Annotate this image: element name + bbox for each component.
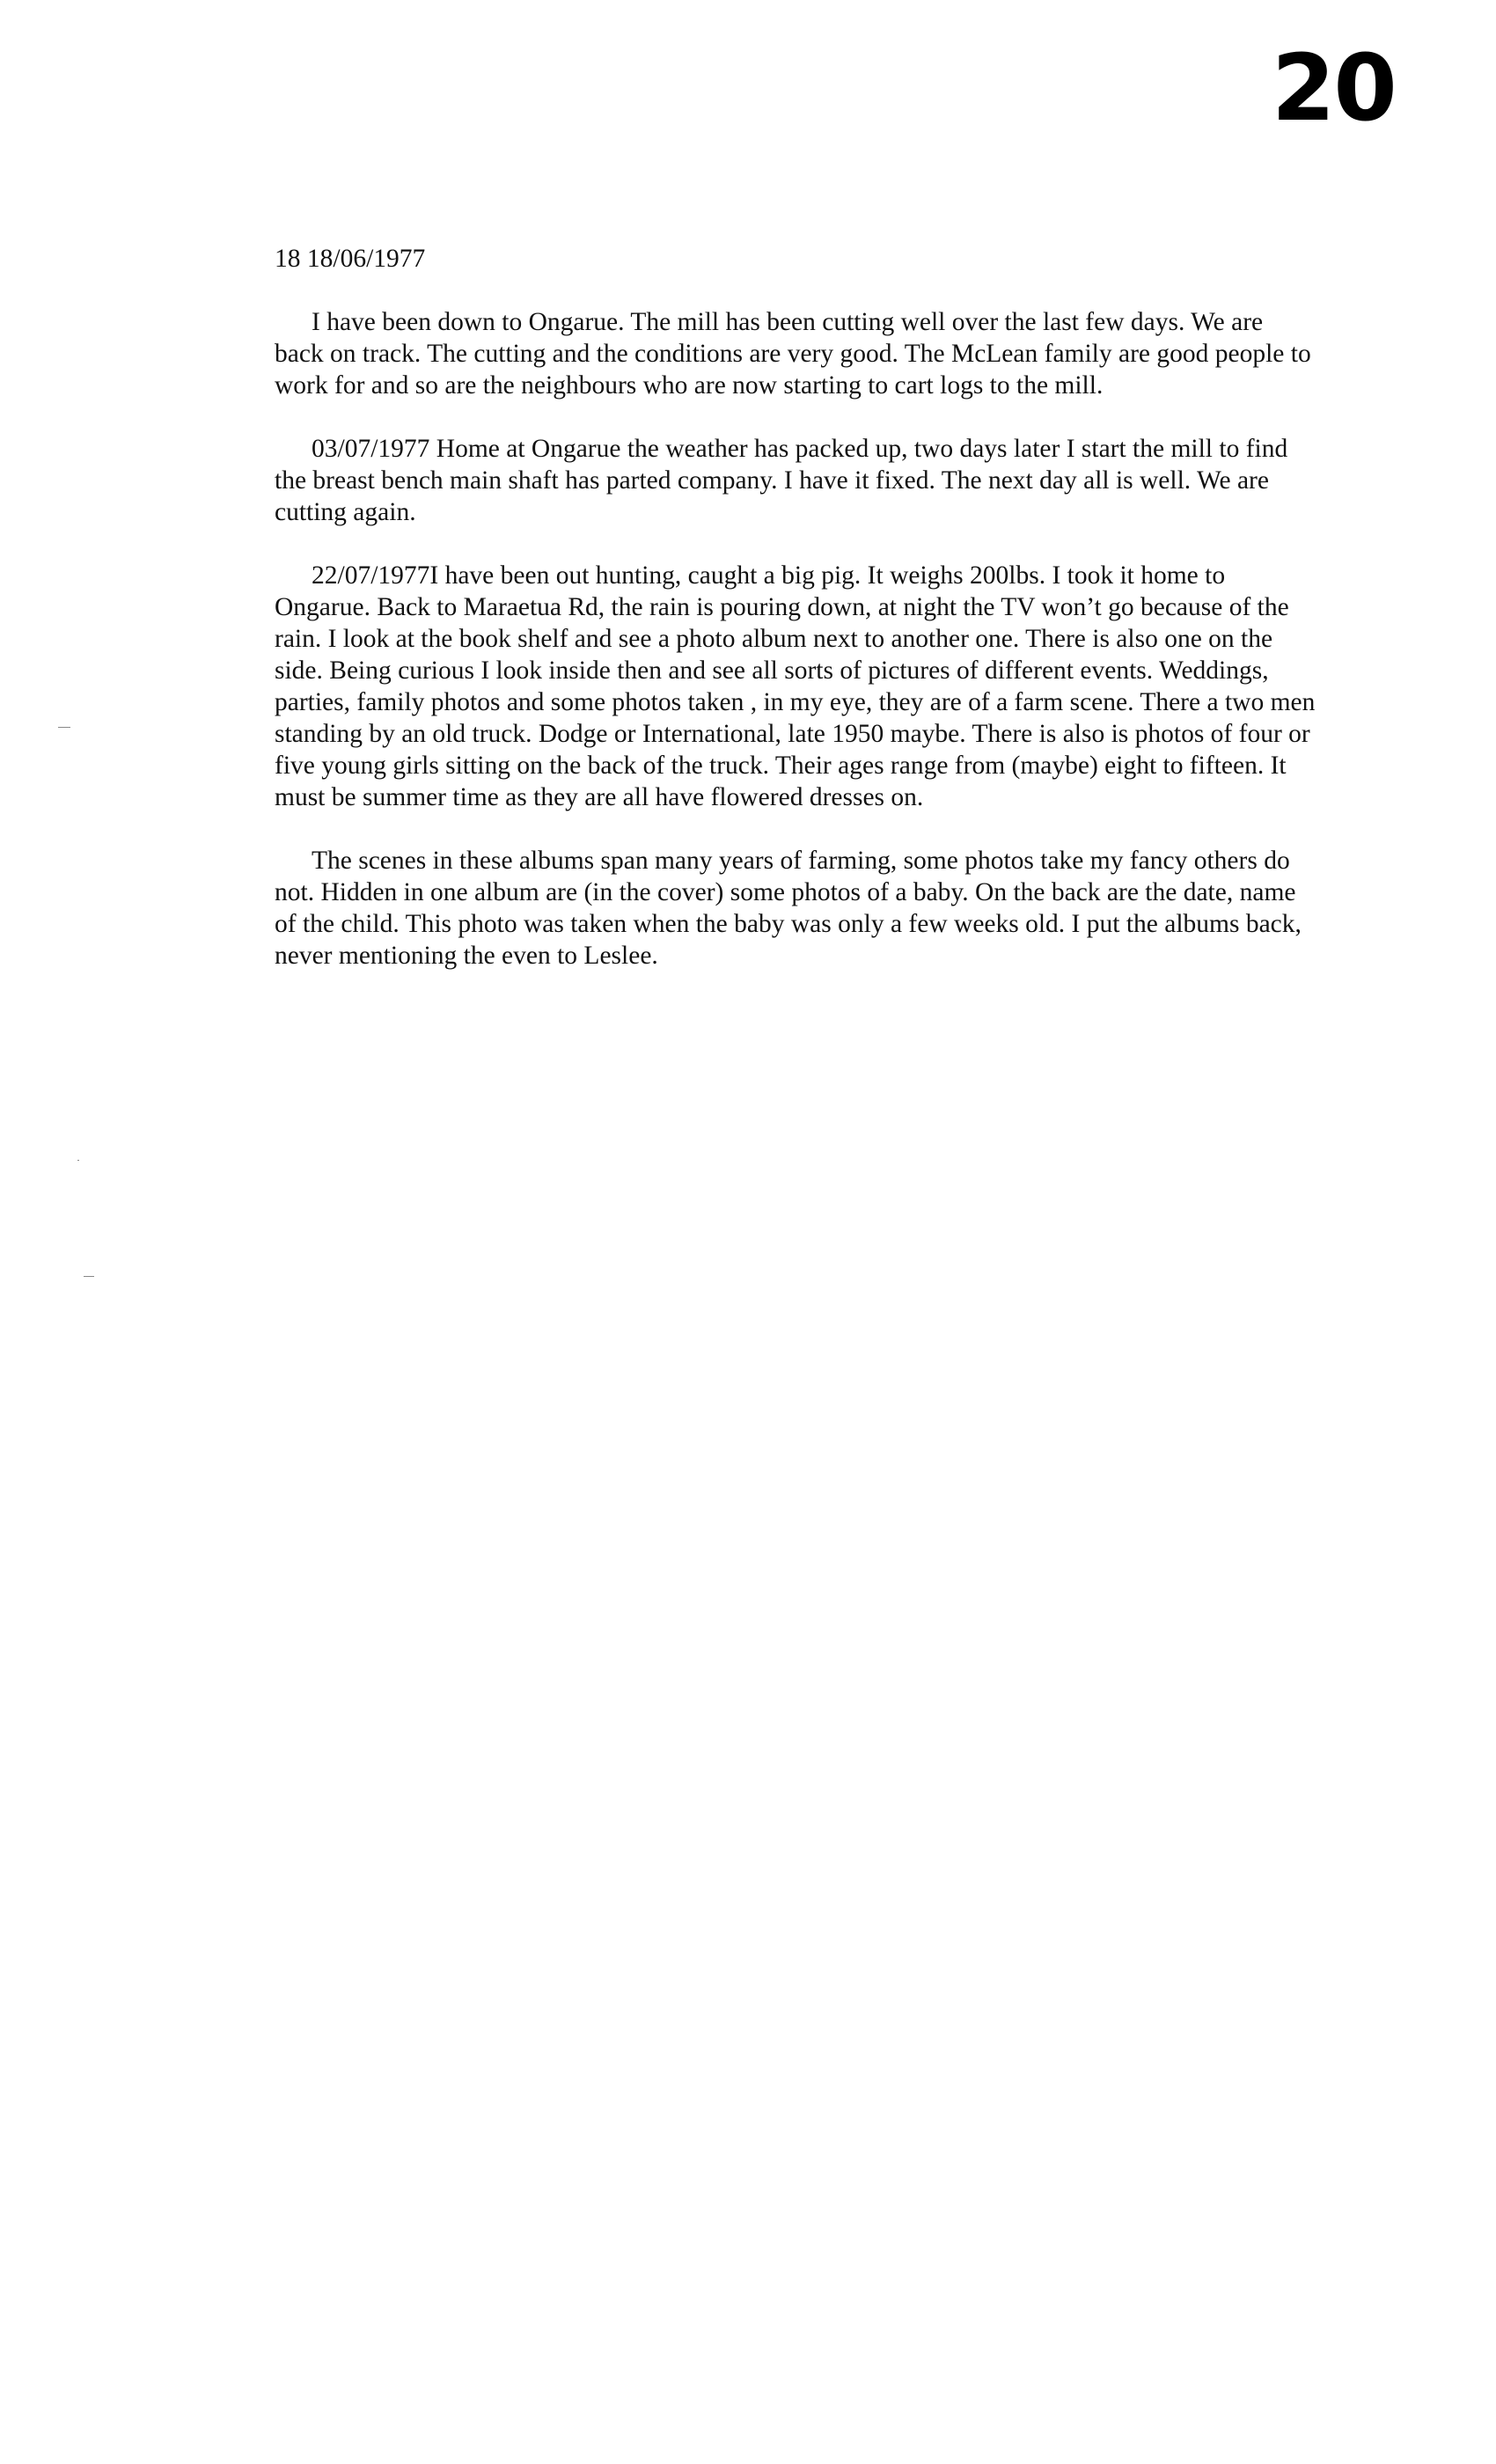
paragraph: 03/07/1977 Home at Ongarue the weather has packed up, two days later I start the mill to find the breast bench main shaft has parted company. I have it fixed. The next day all is well. We are cutting again. — [275, 435, 1288, 526]
scan-speck — [84, 1276, 94, 1277]
date-heading: 18 18/06/1977 — [275, 245, 426, 273]
paragraph: The scenes in these albums span many years of farming, some photos take my fancy others do not. Hidden in one album are (in the cover) some photos of a baby. On the back are the date, name of the child. This photo was taken when the baby was only a few weeks old. I put the albums back, never mentioning the even to Leslee. — [275, 847, 1302, 970]
paragraph: I have been down to Ongarue. The mill has been cutting well over the last few days. We are back on track. The cutting and the conditions are very good. The McLean family are good people to work for and so are the neighbours who are now starting to cart logs to the mill. — [275, 308, 1311, 400]
scan-speck — [58, 727, 70, 728]
scan-speck — [77, 1160, 79, 1161]
paragraph: 22/07/1977I have been out hunting, caught a big pig. It weighs 200lbs. I took it home to Ongarue. Back to Maraetua Rd, the rain is pouring down, at night the TV won’t go because of the rain. I look at the book shelf and see a photo album next to another one. There is also one on the side. Being curious I look inside then and see all sorts of pictures of different events. Weddings, parties, family photos and some photos taken , in my eye, they are of a farm scene. There a two men standing by an old truck. Dodge or International, late 1950 maybe. There is also is photos of four or five young girls sitting on the back of the truck. Their ages range from (maybe) eight to fifteen. It must be summer time as they are all have flowered dresses on. — [275, 561, 1316, 811]
document-body — [275, 243, 1317, 1003]
page-number: 20 — [1272, 34, 1396, 142]
